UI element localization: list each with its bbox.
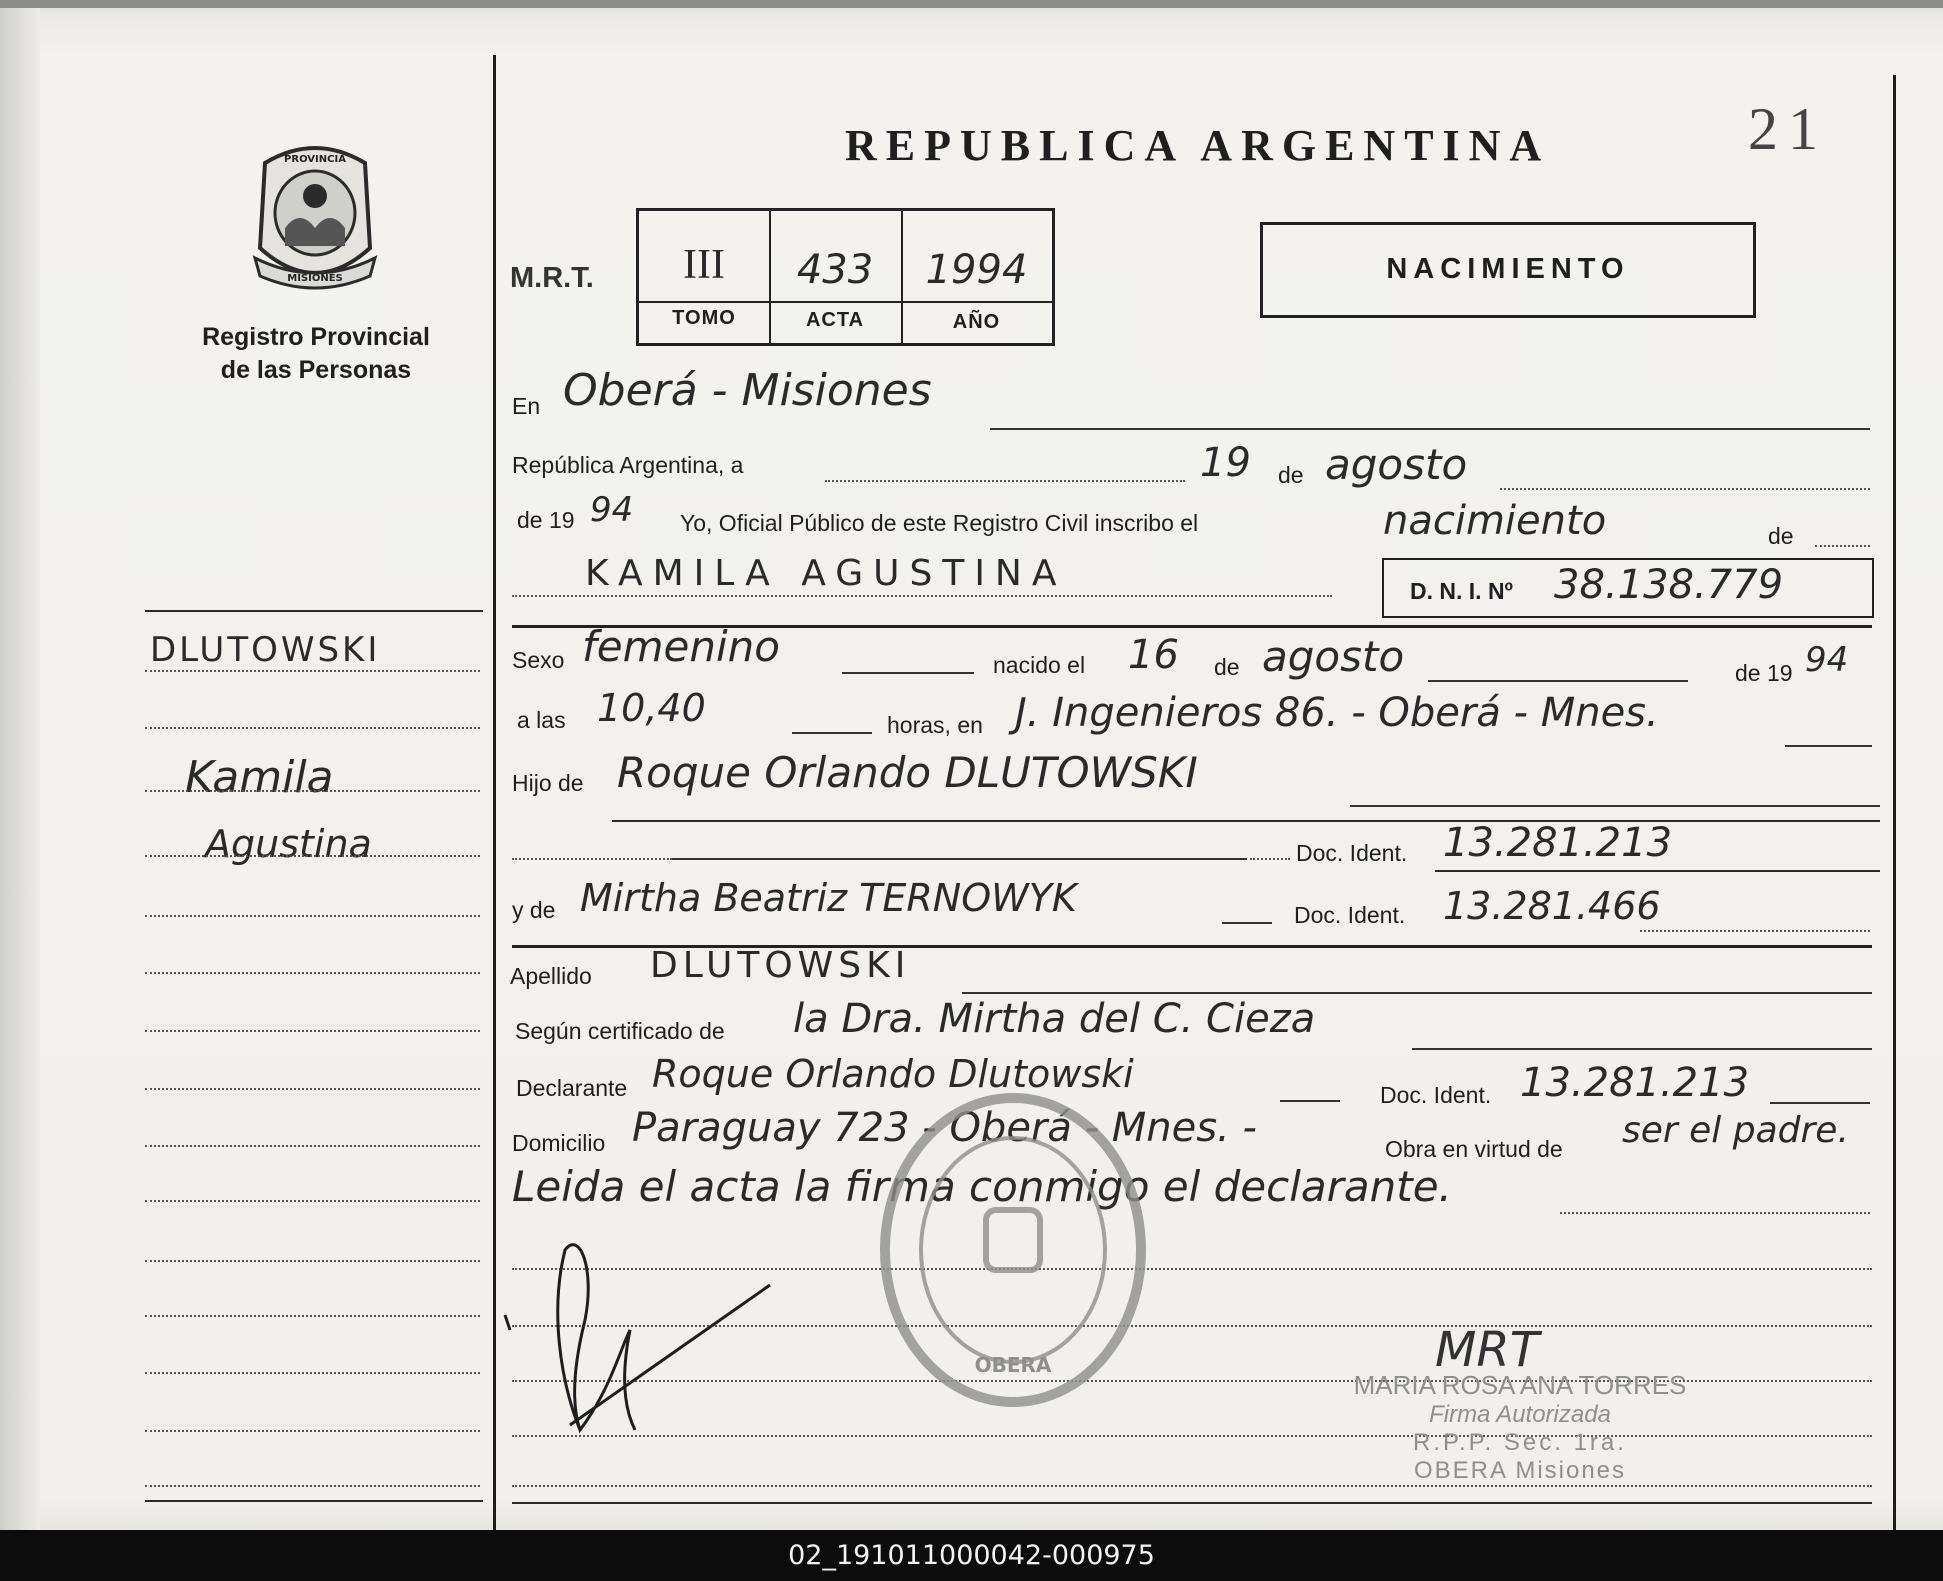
de-label-3: de: [1214, 654, 1240, 680]
top-edge: [0, 0, 1943, 8]
acta-value: 433: [796, 247, 874, 293]
inscribo-text: Yo, Oficial Público de este Registro Civil inscribo el: [680, 510, 1199, 536]
tomo-label: TOMO: [672, 307, 736, 329]
mother-name: Mirtha Beatriz TERNOWYK: [580, 876, 1077, 920]
signature-icon: [500, 1230, 790, 1440]
a-las-label: a las: [517, 707, 566, 733]
declarante-value: Roque Orlando Dlutowski: [652, 1052, 1134, 1096]
image-id-footer: 02_191011000042-000975: [0, 1530, 1943, 1581]
sexo-value: femenino: [582, 622, 780, 671]
svg-text:MISIONES: MISIONES: [287, 273, 343, 284]
margin-second-name: Agustina: [205, 822, 372, 866]
domicilio-label: Domicilio: [512, 1130, 606, 1156]
birth-place: J. Ingenieros 86. - Oberá - Mnes.: [1015, 690, 1659, 736]
acta-label: ACTA: [805, 309, 865, 331]
country-title: REPUBLICA ARGENTINA: [845, 121, 1551, 170]
column-divider: [493, 55, 496, 1530]
registry-name: [196, 321, 436, 387]
ano-value: 1994: [925, 247, 1028, 293]
sexo-label: Sexo: [512, 647, 565, 673]
round-seal: [878, 1090, 1148, 1410]
republica-label: República Argentina, a: [512, 452, 744, 478]
birth-month: agosto: [1262, 632, 1405, 681]
registry-name-line1: Registro Provincial: [202, 323, 430, 351]
nacido-label: nacido el: [993, 652, 1086, 678]
place-value: Oberá - Misiones: [563, 365, 932, 416]
declarante-doc: 13.281.213: [1520, 1060, 1750, 1106]
province-emblem: [245, 138, 385, 298]
seal-icon: [245, 138, 385, 298]
birth-year-prefix: de 19: [1735, 660, 1793, 686]
record-number-box: [636, 208, 1055, 346]
registry-name-line2: de las Personas: [220, 356, 412, 384]
father-doc: 13.281.213: [1443, 820, 1673, 866]
declarant-signature: [500, 1230, 790, 1440]
horas-label: horas, en: [887, 712, 983, 738]
margin-surname: DLUTOWSKI: [150, 630, 381, 670]
official-seal-icon: [878, 1090, 1148, 1410]
birth-year-suffix: 94: [1805, 640, 1849, 680]
month-value: agosto: [1325, 440, 1468, 489]
declarante-label: Declarante: [516, 1075, 628, 1101]
svg-text:PROVINCIA: PROVINCIA: [284, 154, 346, 165]
dni-label: D. N. I. Nº: [1410, 578, 1513, 604]
closing-line: Leida el acta la firma conmigo el declarante.: [512, 1162, 1452, 1211]
doc-ident-label-declarante: Doc. Ident.: [1380, 1082, 1492, 1108]
hijo-label: Hijo de: [512, 770, 584, 796]
act-word: nacimiento: [1383, 498, 1607, 544]
en-label: En: [512, 393, 541, 419]
de-label-1: de: [1278, 462, 1304, 488]
birth-time: 10,40: [597, 686, 706, 730]
stamp-office: R.P.P. Sec. 1ra.: [1413, 1429, 1627, 1456]
y-de-label: y de: [512, 897, 556, 923]
right-border: [1893, 75, 1896, 1530]
certificate-by: la Dra. Mirtha del C. Cieza: [793, 996, 1316, 1042]
page-number: 21: [1748, 96, 1828, 162]
doc-ident-label-father: Doc. Ident.: [1296, 840, 1408, 866]
father-name: Roque Orlando DLUTOWSKI: [617, 748, 1198, 797]
apellido-value: DLUTOWSKI: [650, 945, 911, 986]
official-stamp: [1350, 1370, 1690, 1485]
margin-first-name: Kamila: [185, 752, 334, 803]
svg-text:OBERA: OBERA: [974, 1353, 1052, 1377]
mother-doc: 13.281.466: [1443, 884, 1661, 928]
year-prefix: de 19: [517, 507, 575, 533]
dni-value: 38.138.779: [1554, 562, 1784, 608]
stamp-role: Firma Autorizada: [1429, 1401, 1611, 1428]
officer-initials: MRT: [1435, 1322, 1540, 1378]
domicilio-value: Paraguay 723 - Oberá - Mnes. -: [632, 1105, 1257, 1151]
birth-day: 16: [1128, 632, 1179, 678]
child-name: KAMILA AGUSTINA: [585, 553, 1067, 594]
stamp-name: MARIA ROSA ANA TORRES: [1353, 1370, 1687, 1400]
obra-value: ser el padre.: [1622, 1110, 1849, 1151]
mrt-label: M.R.T.: [510, 262, 594, 294]
stamp-city: OBERA Misiones: [1413, 1457, 1627, 1484]
act-type: NACIMIENTO: [1386, 253, 1630, 285]
doc-ident-label-mother: Doc. Ident.: [1294, 902, 1406, 928]
dni-box: [1382, 558, 1874, 618]
ano-label: AÑO: [952, 311, 1001, 333]
year-suffix: 94: [590, 490, 634, 530]
obra-label: Obra en virtud de: [1385, 1136, 1563, 1162]
apellido-label: Apellido: [510, 963, 592, 989]
act-type-box: [1260, 222, 1756, 318]
tomo-value: III: [683, 242, 725, 288]
de-label-2: de: [1768, 523, 1794, 549]
day-value: 19: [1200, 440, 1251, 486]
segun-label: Según certificado de: [515, 1018, 725, 1044]
